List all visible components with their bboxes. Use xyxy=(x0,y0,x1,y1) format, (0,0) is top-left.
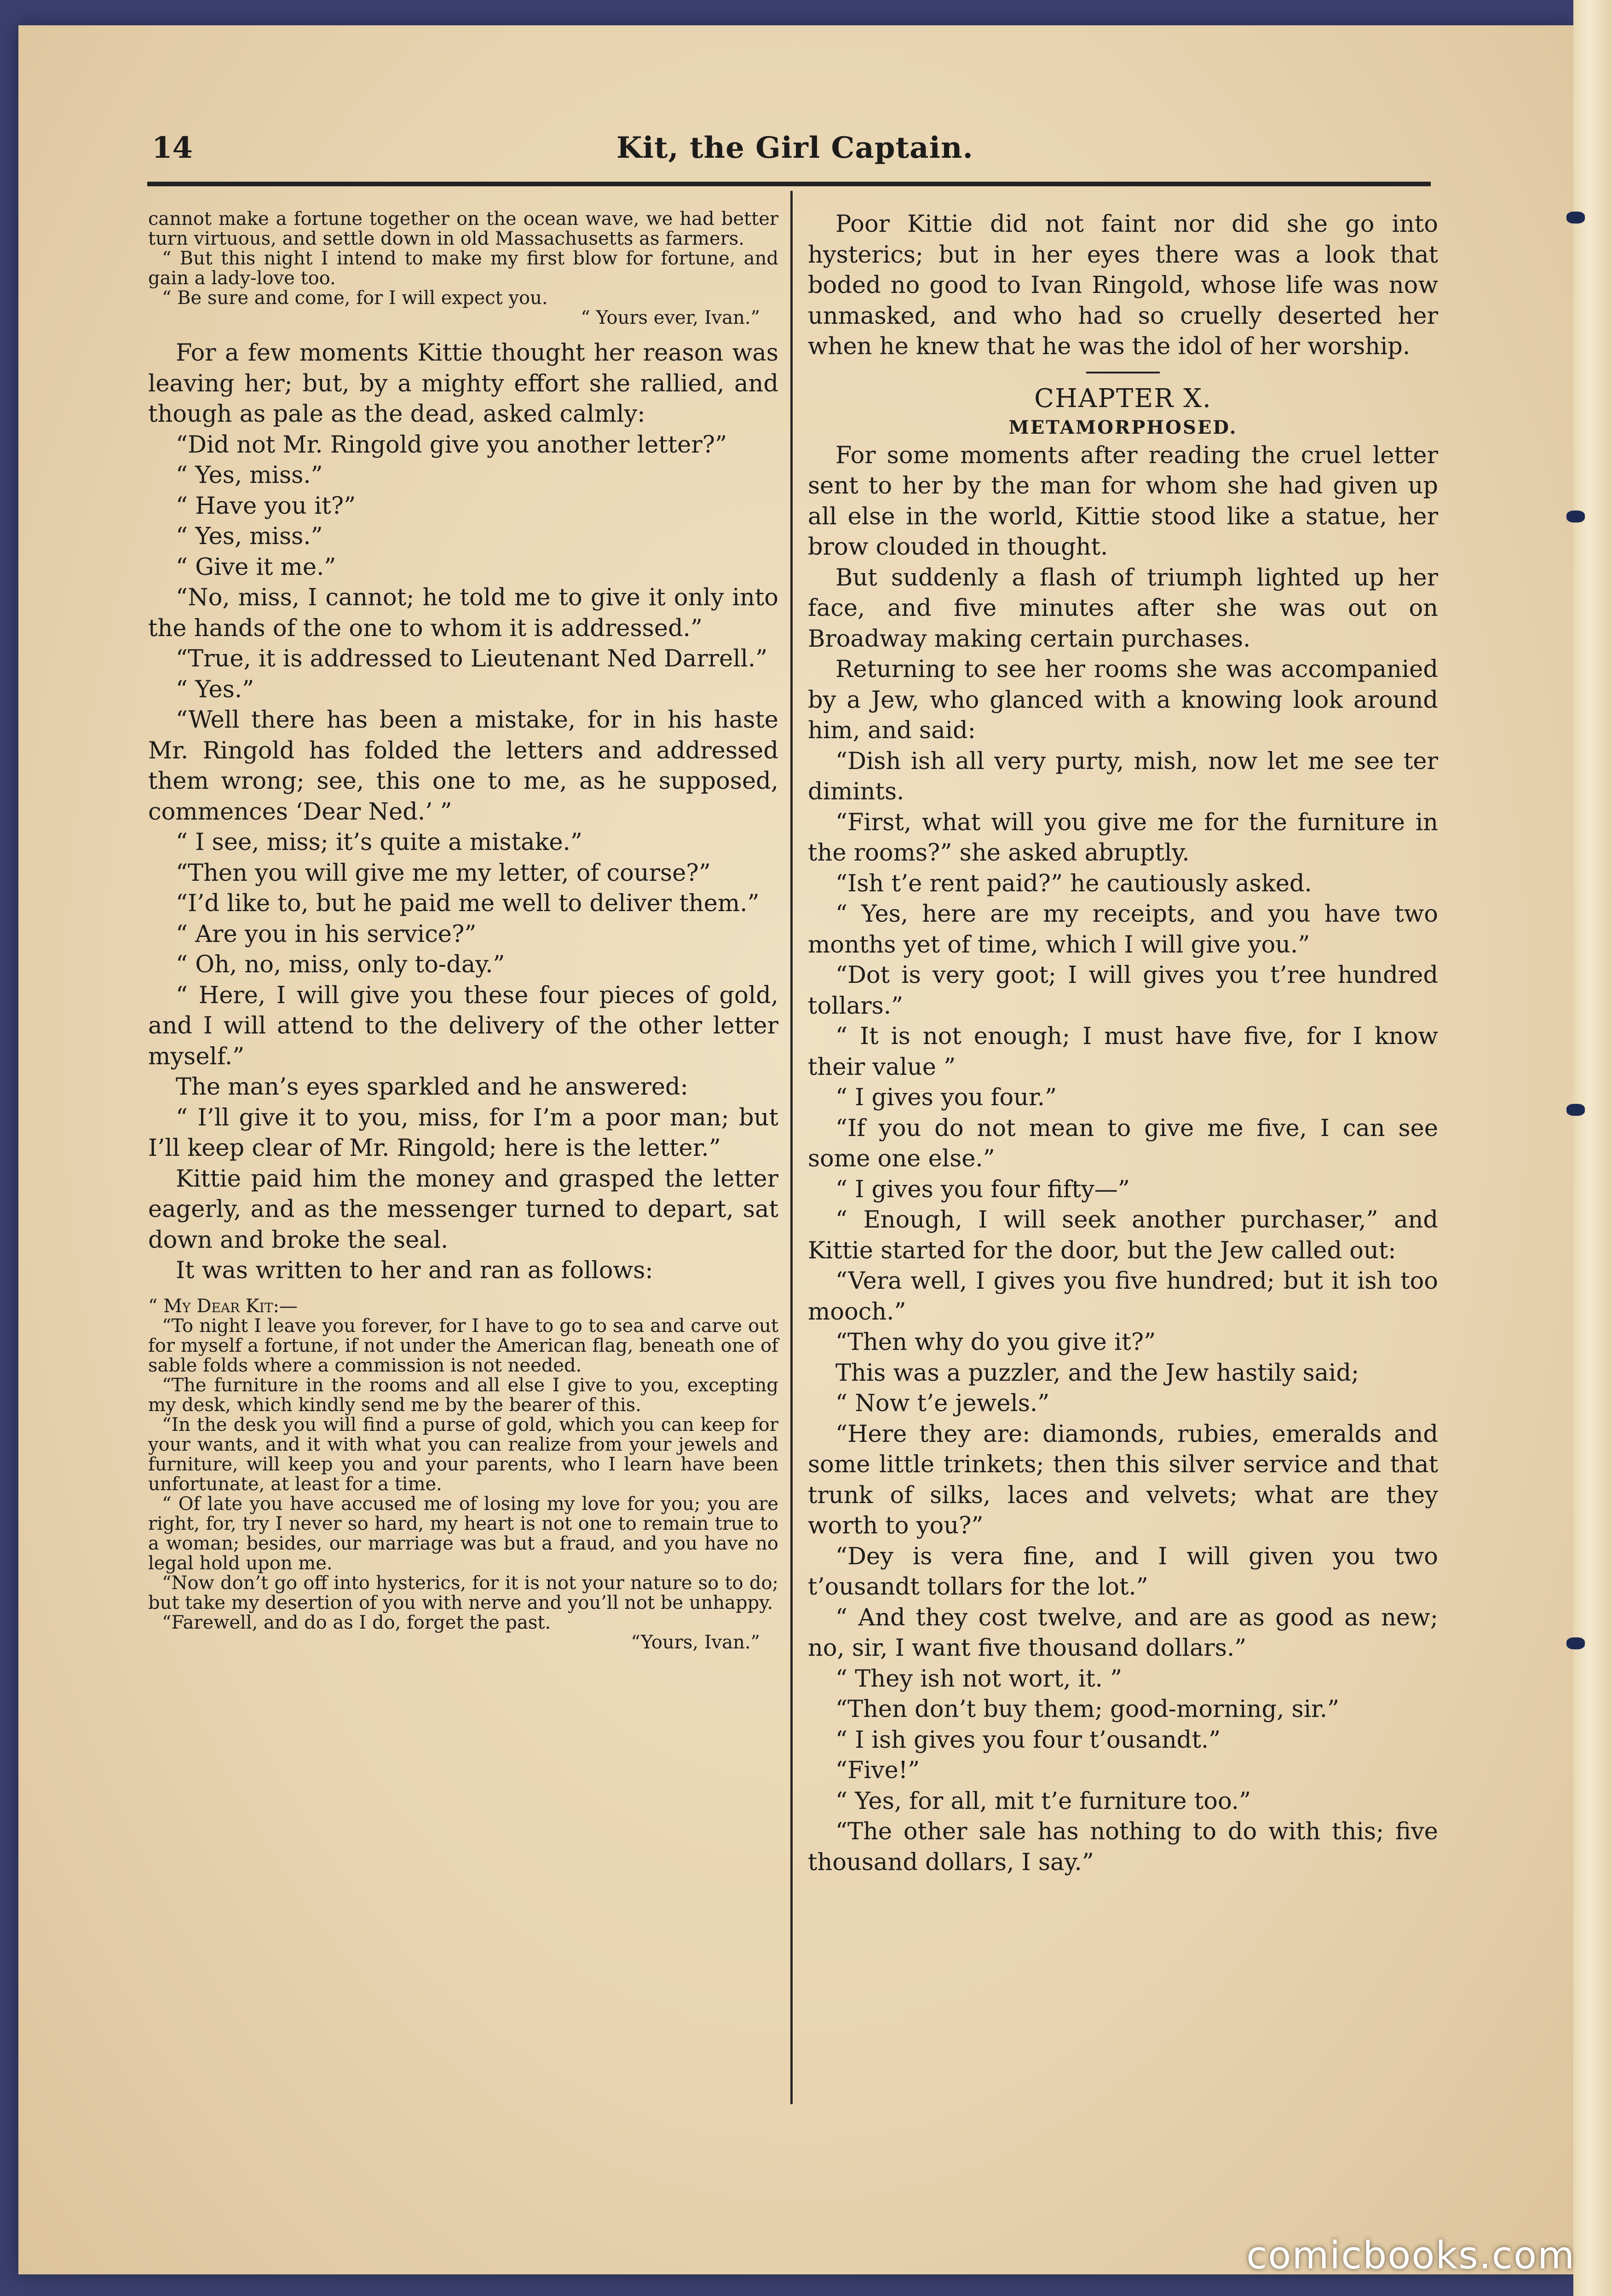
right-column xyxy=(808,209,1438,1878)
binding-stitch xyxy=(1566,511,1585,522)
paragraph: “The other sale has nothing to do with this; five thousand dollars, I say.” xyxy=(808,1818,1438,1876)
letter-paragraph: “Farewell, and do as I do, forget the past. xyxy=(162,1612,551,1633)
paragraph: “ I gives you four fifty—” xyxy=(835,1176,1130,1203)
paragraph: “ Yes, miss.” xyxy=(176,523,323,550)
letter-paragraph: “ Be sure and come, for I will expect you. xyxy=(162,287,548,309)
letter-continuation xyxy=(148,209,778,328)
paragraph: “ Yes, miss.” xyxy=(176,462,323,489)
binding-stitch xyxy=(1566,1637,1585,1649)
running-header xyxy=(147,129,1435,179)
paragraph: “Five!” xyxy=(835,1757,920,1784)
paragraph: “If you do not mean to give me five, I can see some one else.” xyxy=(808,1114,1438,1172)
letter-paragraph: “Now don’t go off into hysterics, for it is not your nature so to do; but take my desertion of you with nerve and you’ll not be unhappy. xyxy=(148,1572,778,1613)
paragraph: Poor Kittie did not faint nor did she go into hysterics; but in her eyes there was a look that boded no good to Ivan Ringold, whose life was now unmasked, and who had so cruelly deserted her when he knew that he was the idol of her worship. xyxy=(808,211,1438,360)
header-rule xyxy=(147,182,1431,186)
page-number: 14 xyxy=(152,131,193,165)
paragraph: The man’s eyes sparkled and he answered: xyxy=(176,1073,688,1101)
letter-paragraph: “ Of late you have accused me of losing my love for you; you are right, for, try I never so hard, my heart is not one to remain true to a woman; besides, our marriage was but a fraud, and you have no legal hold upon me. xyxy=(148,1493,778,1574)
paragraph: “ Yes, here are my receipts, and you have two months yet of time, which I will give you.” xyxy=(808,901,1438,959)
chapter-subtitle: METAMORPHOSED. xyxy=(1008,416,1238,438)
paragraph: “Dish ish all very purty, mish, now let me see ter dimints. xyxy=(808,747,1438,805)
paragraph: “ Yes, for all, mit t’e furniture too.” xyxy=(835,1787,1251,1815)
letter-paragraph: cannot make a fortune together on the ocean wave, we had better turn virtuous, and settle down in old Massachusetts as farmers. xyxy=(148,208,778,249)
paragraph: It was written to her and ran as follows: xyxy=(176,1257,653,1284)
chapter-rule xyxy=(1086,372,1160,373)
paragraph: “ Oh, no, miss, only to-day.” xyxy=(176,951,505,978)
paragraph: “Vera well, I gives you five hundred; but it ish too mooch.” xyxy=(808,1268,1438,1326)
left-column xyxy=(148,209,778,1653)
paragraph: “ Are you in his service?” xyxy=(176,920,477,948)
letter-salutation: “ My Dear Kit:— xyxy=(148,1295,298,1317)
letter-paragraph: “In the desk you will find a purse of gold, which you can keep for your wants, and it with what you can realize from your jewels and furniture, will keep you and your parents, who I learn have been unfortunate, at least for a time. xyxy=(148,1414,778,1495)
letter-paragraph: “To night I leave you forever, for I have to go to sea and carve out for myself a fortune, if not under the American flag, beneath one of sable folds where a commission is not needed. xyxy=(148,1315,778,1376)
paragraph: “Well there has been a mistake, for in his haste Mr. Ringold has folded the letters and addressed them wrong; see, this one to me, as he supposed, commences ‘Dear Ned.’ ” xyxy=(148,706,778,826)
paragraph: “ They ish not wort, it. ” xyxy=(835,1665,1123,1693)
letter-signature: “ Yours ever, Ivan.” xyxy=(581,307,760,328)
running-title: Kit, the Girl Captain. xyxy=(616,131,973,165)
column-divider xyxy=(790,191,793,2104)
paragraph: Kittie paid him the money and grasped the letter eagerly, and as the messenger turned to depart, sat down and broke the seal. xyxy=(148,1165,778,1254)
binding-stitch xyxy=(1566,1104,1585,1116)
paragraph: “Dey is vera fine, and I will given you two t’ousandt tollars for the lot.” xyxy=(808,1543,1438,1601)
embedded-letter xyxy=(148,1297,778,1653)
paragraph: “ Now t’e jewels.” xyxy=(835,1390,1050,1417)
paragraph: “ Have you it?” xyxy=(176,492,356,520)
paragraph: Returning to see her rooms she was accompanied by a Jew, who glanced with a knowing look around him, and said: xyxy=(808,656,1438,744)
paragraph: “Here they are: diamonds, rubies, emeralds and some little trinkets; then this silver service and that trunk of silks, laces and velvets; what are they worth to you?” xyxy=(808,1420,1438,1539)
letter-paragraph: “ But this night I intend to make my first blow for fortune, and gain a lady-love too. xyxy=(148,248,778,289)
paragraph: “ I gives you four.” xyxy=(835,1084,1057,1111)
paragraph: For a few moments Kittie thought her reason was leaving her; but, by a mighty effort she rallied, and though as pale as the dead, asked calmly: xyxy=(148,339,778,428)
paragraph: “ Here, I will give you these four pieces of gold, and I will attend to the delivery of the other letter myself.” xyxy=(148,982,778,1070)
page-spine xyxy=(1573,0,1612,2296)
paragraph: “ I ish gives you four t’ousandt.” xyxy=(835,1726,1221,1754)
watermark-logo: comicbooks.com xyxy=(1246,2234,1575,2278)
paragraph: “Did not Mr. Ringold give you another letter?” xyxy=(176,431,727,459)
binding-stitch xyxy=(1566,212,1585,224)
paragraph: “True, it is addressed to Lieutenant Ned Darrell.” xyxy=(176,645,768,672)
paragraph: “ Enough, I will seek another purchaser,” and Kittie started for the door, but the Jew called out: xyxy=(808,1206,1438,1264)
paragraph: “I’d like to, but he paid me well to deliver them.” xyxy=(176,890,760,917)
chapter-title: CHAPTER X. xyxy=(1034,383,1212,413)
paragraph: “ I’ll give it to you, miss, for I’m a poor man; but I’ll keep clear of Mr. Ringold; here is the letter.” xyxy=(148,1104,778,1162)
paragraph: “Ish t’e rent paid?” he cautiously asked. xyxy=(835,870,1312,897)
paragraph: “Then don’t buy them; good-morning, sir.” xyxy=(835,1696,1340,1723)
paragraph: For some moments after reading the cruel letter sent to her by the man for whom she had given up all else in the world, Kittie stood like a statue, her brow clouded in thought. xyxy=(808,442,1438,561)
letter-signature: “Yours, Ivan.” xyxy=(631,1631,760,1653)
paragraph: “First, what will you give me for the furniture in the rooms?” she asked abruptly. xyxy=(808,809,1438,867)
paragraph: But suddenly a flash of triumph lighted up her face, and five minutes after she was out on Broadway making certain purchases. xyxy=(808,564,1438,653)
paragraph: “No, miss, I cannot; he told me to give it only into the hands of the one to whom it is addressed.” xyxy=(148,584,778,642)
letter-paragraph: “The furniture in the rooms and all else I give to you, excepting my desk, which kindly send me by the bearer of this. xyxy=(148,1374,778,1416)
paragraph: “ I see, miss; it’s quite a mistake.” xyxy=(176,829,582,856)
paragraph: This was a puzzler, and the Jew hastily said; xyxy=(835,1359,1359,1387)
paragraph: “ It is not enough; I must have five, for I know their value ” xyxy=(808,1023,1438,1081)
paragraph: “ Give it me.” xyxy=(176,553,336,581)
paragraph: “Then why do you give it?” xyxy=(835,1329,1156,1356)
paragraph: “Then you will give me my letter, of course?” xyxy=(176,859,711,887)
paragraph: “ Yes.” xyxy=(176,676,254,703)
paragraph: “ And they cost twelve, and are as good as new; no, sir, I want five thousand dollars.” xyxy=(808,1604,1438,1662)
paragraph: “Dot is very goot; I will gives you t’ree hundred tollars.” xyxy=(808,962,1438,1020)
